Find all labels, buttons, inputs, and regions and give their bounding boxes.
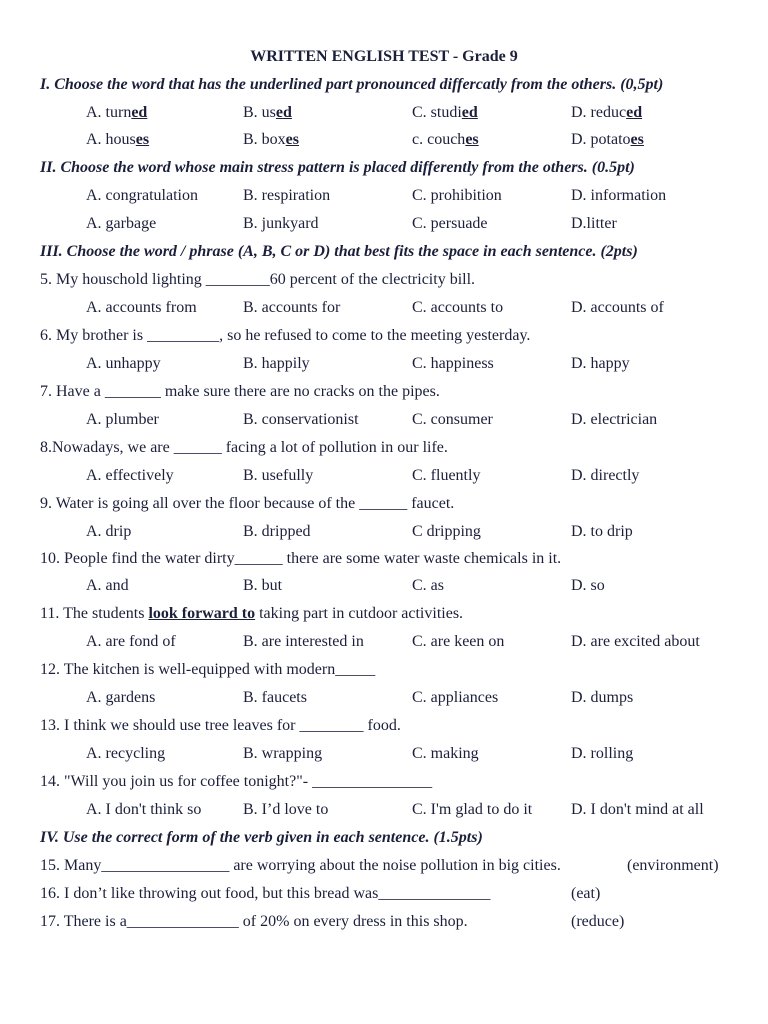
option-b: B. but	[243, 577, 283, 594]
question-9: 9. Water is going all over the floor because of the ______ faucet.	[40, 495, 455, 512]
stress-row-1	[0, 182, 768, 210]
option-b: B. junkyard	[243, 215, 319, 232]
option-c: C. accounts to	[412, 299, 504, 316]
option-c: C. persuade	[412, 215, 488, 232]
question-5: 5. My houschold lighting ________60 percent of the clectricity bill.	[40, 271, 476, 288]
option-d: D. are excited about	[571, 633, 700, 650]
question-13-options	[0, 740, 768, 768]
question-13: 13. I think we should use tree leaves for ________ food.	[40, 717, 401, 734]
option-d: D. accounts of	[571, 299, 664, 316]
option-b: B. I’d love to	[243, 801, 329, 818]
option-b: B. used	[243, 104, 292, 121]
option-d: D. rolling	[571, 745, 634, 762]
question-12-options	[0, 684, 768, 712]
option-a: A. accounts from	[86, 299, 197, 316]
option-c: C. studied	[412, 104, 478, 121]
question-6: 6. My brother is _________, so he refused to come to the meeting yesterday.	[40, 327, 531, 344]
option-c: C. are keen on	[412, 633, 505, 650]
option-d: D. information	[571, 187, 667, 204]
question-11-options	[0, 628, 768, 656]
question-10-options	[0, 572, 768, 600]
option-d: D. happy	[571, 355, 630, 372]
option-b: B. respiration	[243, 187, 331, 204]
question-5-options	[0, 294, 768, 322]
question-17-hint: (reduce)	[571, 913, 625, 930]
question-11: 11. The students look forward to taking part in cutdoor activities.	[40, 605, 464, 622]
option-b: B. boxes	[243, 131, 299, 148]
option-d: D. so	[571, 577, 605, 594]
section-2-heading: II. Choose the word whose main stress pattern is placed differently from the others. (0.5pt)	[40, 159, 635, 176]
question-8: 8.Nowadays, we are ______ facing a lot of pollution in our life.	[40, 439, 448, 456]
section-3-heading: III. Choose the word / phrase (A, B, C or D) that best fits the space in each sentence. (2pts)	[40, 243, 638, 260]
option-c: C. as	[412, 577, 444, 594]
question-16-hint: (eat)	[571, 885, 601, 902]
option-c: C. appliances	[412, 689, 499, 706]
question-15	[0, 852, 768, 880]
option-c: C. I'm glad to do it	[412, 801, 533, 818]
option-a: A. are fond of	[86, 633, 176, 650]
option-a: A. turned	[86, 104, 148, 121]
option-d: D. reduced	[571, 104, 643, 121]
option-d: D. potatoes	[571, 131, 644, 148]
option-d: D.litter	[571, 215, 617, 232]
pronunciation-row-1	[0, 99, 768, 127]
option-a: A. effectively	[86, 467, 174, 484]
question-7-options	[0, 406, 768, 434]
question-16	[0, 880, 768, 908]
question-15-text: 15. Many________________ are worrying about the noise pollution in big cities.	[40, 857, 561, 874]
option-c: C dripping	[412, 523, 481, 540]
option-a: A. houses	[86, 131, 150, 148]
option-d: D. electrician	[571, 411, 658, 428]
option-b: B. wrapping	[243, 745, 323, 762]
pronunciation-row-2	[0, 126, 768, 154]
option-a: A. plumber	[86, 411, 159, 428]
question-9-options	[0, 518, 768, 546]
option-c: C. consumer	[412, 411, 493, 428]
option-b: B. happily	[243, 355, 310, 372]
section-4-heading: IV. Use the correct form of the verb given in each sentence. (1.5pts)	[40, 829, 483, 846]
option-c: c. couches	[412, 131, 479, 148]
option-c: C. fluently	[412, 467, 481, 484]
option-a: A. recycling	[86, 745, 166, 762]
option-a: A. gardens	[86, 689, 156, 706]
option-a: A. drip	[86, 523, 132, 540]
option-d: D. directly	[571, 467, 640, 484]
option-b: B. faucets	[243, 689, 307, 706]
page-title: WRITTEN ENGLISH TEST - Grade 9	[250, 48, 518, 65]
option-d: D. I don't mind at all	[571, 801, 704, 818]
question-14: 14. "Will you join us for coffee tonight?"- _______________	[40, 773, 433, 790]
option-a: A. unhappy	[86, 355, 161, 372]
underlined-phrase: look forward to	[148, 605, 256, 622]
question-6-options	[0, 350, 768, 378]
option-d: D. dumps	[571, 689, 634, 706]
question-15-hint: (environment)	[627, 857, 719, 874]
option-a: A. I don't think so	[86, 801, 202, 818]
question-8-options	[0, 462, 768, 490]
question-10: 10. People find the water dirty______ there are some water waste chemicals in it.	[40, 550, 562, 567]
option-d: D. to drip	[571, 523, 633, 540]
option-a: A. congratulation	[86, 187, 198, 204]
option-c: C. making	[412, 745, 479, 762]
option-c: C. happiness	[412, 355, 494, 372]
section-1-heading: I. Choose the word that has the underlined part pronounced differcatly from the others. (0,5pt)	[40, 76, 664, 93]
option-b: B. are interested in	[243, 633, 364, 650]
option-c: C. prohibition	[412, 187, 502, 204]
question-14-options	[0, 796, 768, 824]
question-16-text: 16. I don’t like throwing out food, but this bread was______________	[40, 885, 491, 902]
question-7: 7. Have a _______ make sure there are no cracks on the pipes.	[40, 383, 440, 400]
option-b: B. usefully	[243, 467, 314, 484]
option-a: A. garbage	[86, 215, 157, 232]
option-b: B. accounts for	[243, 299, 341, 316]
question-17	[0, 908, 768, 936]
question-12: 12. The kitchen is well-equipped with modern_____	[40, 661, 376, 678]
stress-row-2	[0, 210, 768, 238]
option-b: B. dripped	[243, 523, 311, 540]
option-b: B. conservationist	[243, 411, 359, 428]
option-a: A. and	[86, 577, 129, 594]
question-17-text: 17. There is a______________ of 20% on every dress in this shop.	[40, 913, 468, 930]
